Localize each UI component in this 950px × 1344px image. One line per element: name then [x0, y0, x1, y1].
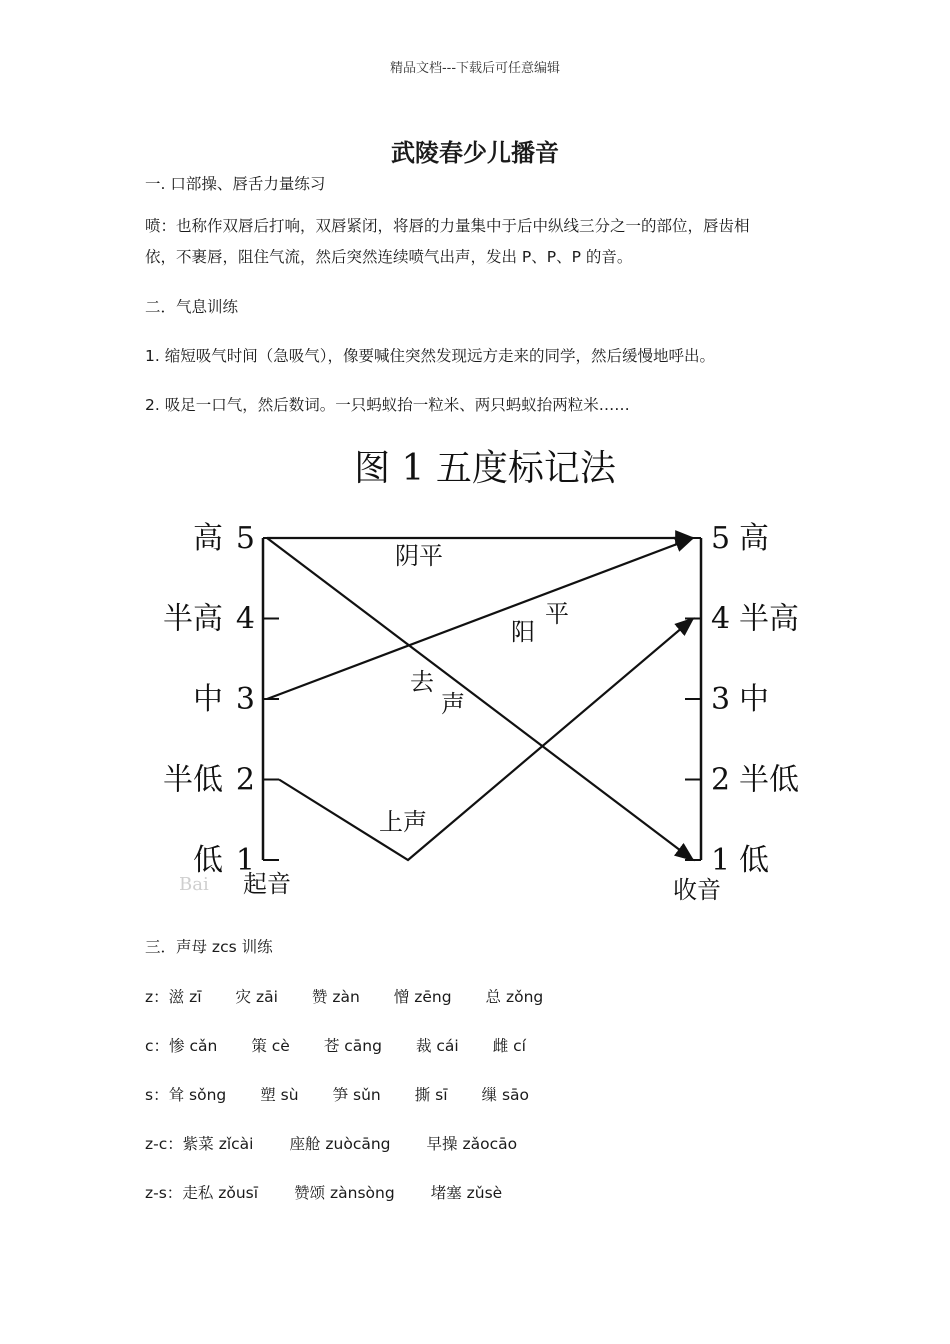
section2-heading: 二．气息训练 — [145, 298, 239, 316]
left-level-number: 1 — [235, 843, 255, 878]
word-item: 灾 zāi — [235, 988, 278, 1006]
row-label: s： — [145, 1086, 169, 1104]
word-item: 赞 zàn — [311, 988, 360, 1006]
start-label: 起音 — [243, 870, 291, 898]
right-level-number: 1 — [711, 843, 731, 878]
left-level-number: 4 — [235, 601, 255, 637]
right-level-number: 5 — [711, 521, 731, 556]
tone-label-qusheng-2: 声 — [441, 690, 465, 718]
figure-title: 图 1 五度标记法 — [354, 448, 616, 489]
row-label: c： — [145, 1037, 170, 1055]
right-level-number: 2 — [711, 762, 731, 798]
right-level-name: 半高 — [739, 601, 799, 637]
row-label: z： — [145, 988, 169, 1006]
right-level-name: 高 — [739, 521, 769, 556]
initial-row — [145, 1132, 517, 1154]
word-item: 雌 cí — [492, 1037, 526, 1055]
word-item: 紫菜 zǐcài — [182, 1135, 254, 1153]
section2-item-2: 2. 吸足一口气，然后数词。一只蚂蚁抬一粒米、两只蚂蚁抬两粒米…… — [145, 396, 630, 414]
word-item: 早操 zǎocāo — [426, 1135, 518, 1153]
word-item: 走私 zǒusī — [182, 1184, 259, 1202]
tone-label-yangping-1: 阳 — [511, 618, 535, 646]
tone-label-shangsheng: 上声 — [379, 808, 427, 836]
right-level-number: 4 — [711, 601, 731, 637]
row-label: z-c： — [145, 1135, 183, 1153]
section1-heading: 一. 口部操、唇舌力量练习 — [145, 175, 326, 193]
initial-row — [145, 1083, 529, 1105]
word-item: 撕 sī — [414, 1086, 448, 1104]
five-degree-tone-figure — [145, 432, 825, 917]
word-item: 座舱 zuòcāng — [289, 1135, 391, 1153]
section1-paragraph-line2: 依，不裹唇，阻住气流，然后突然连续喷气出声，发出 P、P、P 的音。 — [145, 248, 633, 266]
word-item: 笋 sǔn — [332, 1086, 381, 1104]
document-title: 武陵春少儿播音 — [391, 139, 559, 167]
word-item: 塑 sù — [260, 1086, 299, 1104]
word-item: 耸 sǒng — [168, 1086, 227, 1104]
section2-item-1: 1. 缩短吸气时间（急吸气），像要喊住突然发现远方走来的同学，然后缓慢地呼出。 — [145, 347, 715, 365]
tone-contour-3 — [279, 619, 693, 861]
section1-paragraph-line1: 喷：也称作双唇后打响，双唇紧闭，将唇的力量集中于后中纵线三分之一的部位，唇齿相 — [145, 217, 750, 235]
word-item: 裁 cái — [415, 1037, 459, 1055]
left-level-number: 3 — [235, 682, 255, 717]
initial-row — [145, 1034, 526, 1056]
word-item: 滋 zī — [168, 988, 202, 1006]
left-level-number: 5 — [235, 521, 255, 556]
left-level-name: 低 — [193, 843, 223, 878]
right-level-name: 中 — [739, 682, 769, 717]
word-item: 堵塞 zǔsè — [430, 1184, 503, 1202]
right-level-name: 低 — [739, 843, 769, 878]
page-header: 精品文档---下载后可任意编辑 — [389, 61, 561, 76]
tone-label-yinping: 阴平 — [395, 542, 443, 570]
row-label: z-s： — [145, 1184, 183, 1202]
word-item: 策 cè — [251, 1037, 290, 1055]
left-level-name: 半低 — [163, 762, 223, 798]
word-item: 总 zǒng — [485, 988, 544, 1006]
initial-row — [145, 1181, 502, 1203]
tone-label-yangping-2: 平 — [545, 600, 569, 628]
word-item: 苍 cāng — [323, 1037, 382, 1055]
word-item: 赞颂 zànsòng — [294, 1184, 395, 1202]
left-level-name: 半高 — [163, 601, 223, 637]
word-item: 惨 cǎn — [169, 1037, 218, 1055]
word-item: 缫 sāo — [481, 1086, 530, 1104]
initial-row — [145, 985, 543, 1007]
left-level-number: 2 — [235, 762, 255, 798]
left-level-name: 中 — [193, 682, 223, 717]
section3-heading: 三．声母 zcs 训练 — [145, 938, 273, 956]
right-level-name: 半低 — [739, 762, 799, 798]
end-label: 收音 — [673, 876, 721, 904]
tone-contour-1 — [267, 538, 693, 699]
tone-label-qusheng-1: 去 — [410, 668, 434, 696]
left-level-name: 高 — [193, 521, 223, 556]
word-item: 憎 zēng — [393, 988, 452, 1006]
right-level-number: 3 — [711, 682, 731, 717]
watermark-logo: Bai — [179, 874, 209, 895]
